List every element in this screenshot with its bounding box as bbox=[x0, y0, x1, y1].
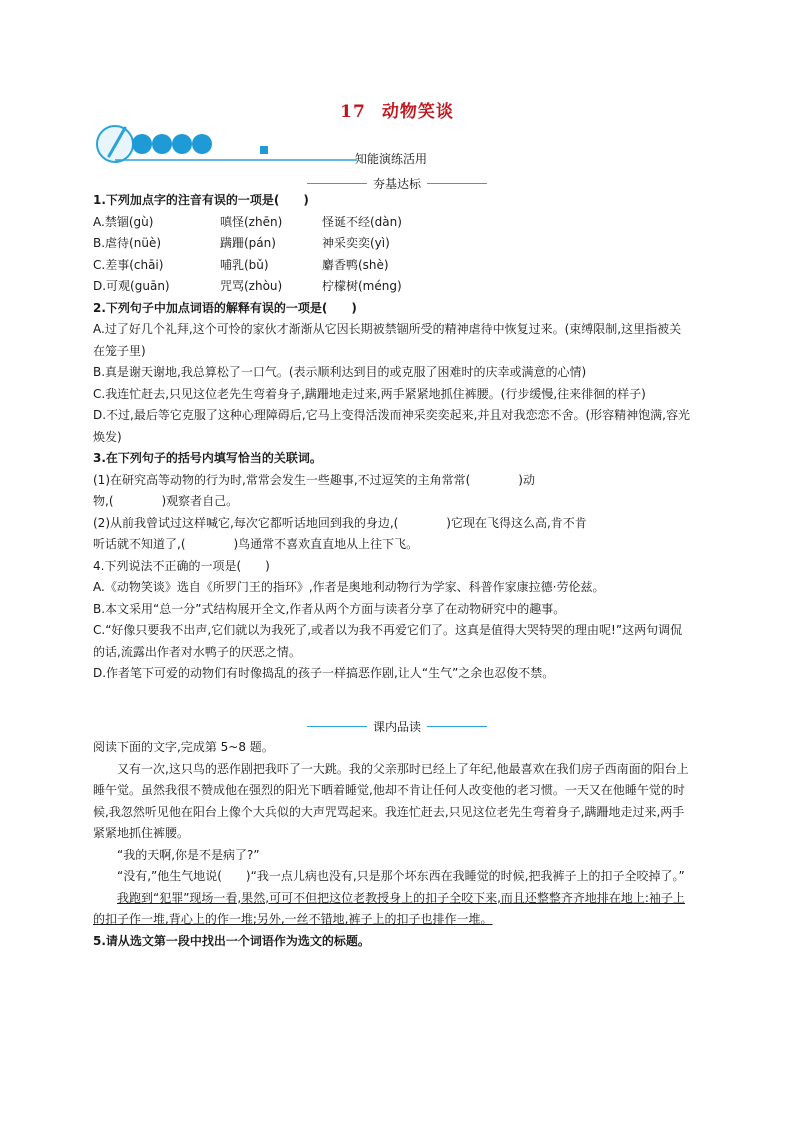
lesson-title: 动物笑谈 bbox=[381, 102, 454, 122]
q3-sentence-1b: 物,( )观察者自己。 bbox=[93, 494, 239, 508]
q2-option-a: A.过了好几个礼拜,这个可怜的家伙才渐渐从它因长期被禁锢所受的精神虐待中恢复过来。(束缚限制,这里指被关在笼子里) bbox=[93, 322, 682, 358]
reading-block bbox=[93, 737, 693, 952]
reading-paragraph-4: 我跑到“犯罪”现场一看,果然,可可不但把这位老教授身上的扣子全咬下来,而且还整整齐齐地排在地上:袖子上的扣子作一堆,背心上的作一堆;另外,一丝不错地,裤子上的扣子也排作一堆。 bbox=[93, 890, 685, 926]
q1-option-c: C.差事(chāi) 哺乳(bǔ) 麝香鸭(shè) bbox=[93, 257, 389, 272]
q4-option-d: D.作者笔下可爱的动物们有时像捣乱的孩子一样搞恶作剧,让人“生气”之余也忍俊不禁。 bbox=[93, 666, 555, 680]
q4-stem: 4.下列说法不正确的一项是( ) bbox=[93, 558, 270, 573]
q3-stem: 3.在下列句子的括号内填写恰当的关联词。 bbox=[93, 451, 322, 465]
reading-paragraph-1: 又有一次,这只鸟的恶作剧把我吓了一大跳。我的父亲那时已经上了年纪,他最喜欢在我们房子西南面的阳台上睡午觉。虽然我很不赞成他在强烈的阳光下晒着睡觉,他却不肯让任何人改变他的老习惯。一天又在他睡午觉的时候,我忽然听见他在阳台上像个大兵似的大声咒骂起来。我连忙赶去,只见这位老先生弯着身子,蹒跚地走过来,两手紧紧地抓住裤腰。 bbox=[93, 761, 689, 840]
banner-dot-4 bbox=[192, 134, 212, 154]
banner-dot-2 bbox=[152, 134, 172, 154]
q2-stem: 2.下列句子中加点词语的解释有误的一项是( ) bbox=[93, 300, 357, 315]
banner-square-icon bbox=[260, 146, 268, 154]
reading-intro: 阅读下面的文字,完成第 5~8 题。 bbox=[93, 740, 274, 754]
lesson-number: 17 bbox=[340, 102, 366, 122]
q3-sentence-2b: 听话就不知道了,( )鸟通常不喜欢直直地从上往下飞。 bbox=[93, 537, 419, 551]
reading-paragraph-2: “我的天啊,你是不是病了?” bbox=[117, 847, 260, 862]
banner-label: 知能演练活用 bbox=[355, 152, 428, 166]
q1-option-d: D.可观(guān) 咒骂(zhòu) 柠檬树(méng) bbox=[93, 279, 402, 293]
q2-option-c: C.我连忙赶去,只见这位老先生弯着身子,蹒跚地走过来,两手紧紧地抓住裤腰。(行步缓慢,往来徘徊的样子) bbox=[93, 386, 646, 401]
banner-dot-1 bbox=[132, 134, 152, 154]
q3-sentence-1a: (1)在研究高等动物的行为时,常常会发生一些趣事,不过逗笑的主角常常( )动 bbox=[93, 472, 535, 487]
reading-paragraph-3: “没有,”他生气地说( )“我一点儿病也没有,只是那个坏东西在我睡觉的时候,把我裤子上的扣子全咬掉了。” bbox=[117, 869, 685, 883]
section-basic-label: 夯基达标 bbox=[372, 177, 421, 191]
page-title bbox=[0, 97, 794, 122]
section-head-reading bbox=[0, 716, 794, 735]
q4-option-c: C.“好像只要我不出声,它们就以为我死了,或者以为我不再爱它们了。这真是值得大哭特哭的理由呢!”这两句调侃的话,流露出作者对水鸭子的厌恶之情。 bbox=[93, 623, 683, 659]
q2-option-d: D.不过,最后等它克服了这种心理障碍后,它马上变得活泼而神采奕奕起来,并且对我恋恋不舍。(形容精神饱满,容光焕发) bbox=[93, 408, 690, 444]
exercise-block bbox=[93, 190, 693, 685]
q5-stem: 5.请从选文第一段中找出一个词语作为选文的标题。 bbox=[93, 933, 370, 948]
q4-option-b: B.本文采用“总一分”式结构展开全文,作者从两个方面与读者分享了在动物研究中的趣事。 bbox=[93, 601, 566, 616]
q1-stem: 1.下列加点字的注音有误的一项是( ) bbox=[93, 193, 309, 207]
q3-sentence-2a: (2)从前我曾试过这样喊它,每次它都听话地回到我的身边,( )它现在飞得这么高,肯不肯 bbox=[93, 515, 587, 530]
section-reading-label: 课内品读 bbox=[372, 720, 421, 734]
q2-option-b: B.真是谢天谢地,我总算松了一口气。(表示顺利达到目的或克服了困难时的庆幸或满意的心情) bbox=[93, 365, 587, 379]
q4-option-a: A.《动物笑谈》选自《所罗门王的指环》,作者是奥地利动物行为学家、科普作家康拉德·劳伦兹。 bbox=[93, 580, 605, 594]
q1-option-b: B.虐待(nüè) 蹒跚(pán) 神采奕奕(yì) bbox=[93, 236, 390, 250]
banner-dot-3 bbox=[172, 134, 192, 154]
q1-option-a: A.禁锢(gù) 嗔怪(zhēn) 怪诞不经(dàn) bbox=[93, 214, 402, 229]
